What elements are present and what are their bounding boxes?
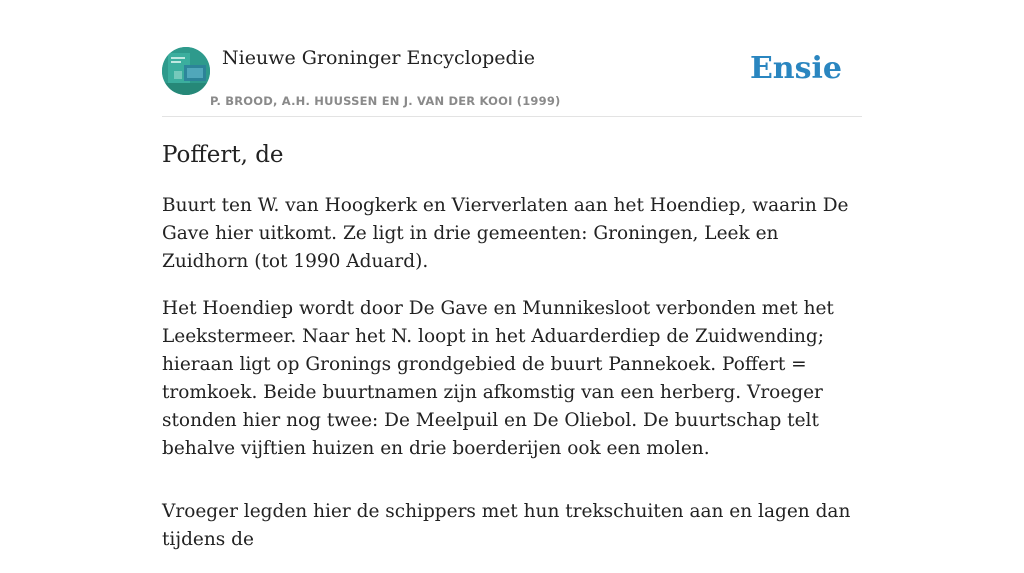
- entry-paragraph: Buurt ten W. van Hoogkerk en Vierverlaten aan het Hoendiep, waarin De Gave hier uitkomt. Ze ligt in drie gemeenten: Groningen, Leek en Zuidhorn (tot 1990 Aduard).: [162, 195, 849, 272]
- entry-content: [162, 192, 862, 573]
- entry-paragraph: Het Hoendiep wordt door De Gave en Munnikesloot verbonden met het Leekstermeer. Naar het N. loopt in het Aduarderdiep de Zuidwending; hieraan ligt op Gronings grondgebied de buurt Pannekoek. Poffert = tromkoek. Beide buurtnamen zijn afkomstig van een herberg. Vroeger stonden hier nog twee: De Meelpuil en De Oliebol. De buurtschap telt behalve vijftien huizen en drie boerderijen ook een molen.: [162, 298, 834, 459]
- book-cover-icon: [162, 47, 210, 95]
- book-authors: P. BROOD, A.H. HUUSSEN EN J. VAN DER KOOI (1999): [210, 94, 561, 108]
- book-title[interactable]: Nieuwe Groninger Encyclopedie: [222, 47, 536, 69]
- entry-paragraph: Vroeger legden hier de schippers met hun trekschuiten aan en lagen dan tijdens de: [162, 501, 851, 550]
- entry-title: Poffert, de: [162, 142, 284, 168]
- header: [162, 0, 862, 117]
- page: [162, 0, 862, 550]
- ensie-logo-link[interactable]: Ensie: [749, 51, 842, 86]
- book-cover-avatar[interactable]: [162, 47, 210, 95]
